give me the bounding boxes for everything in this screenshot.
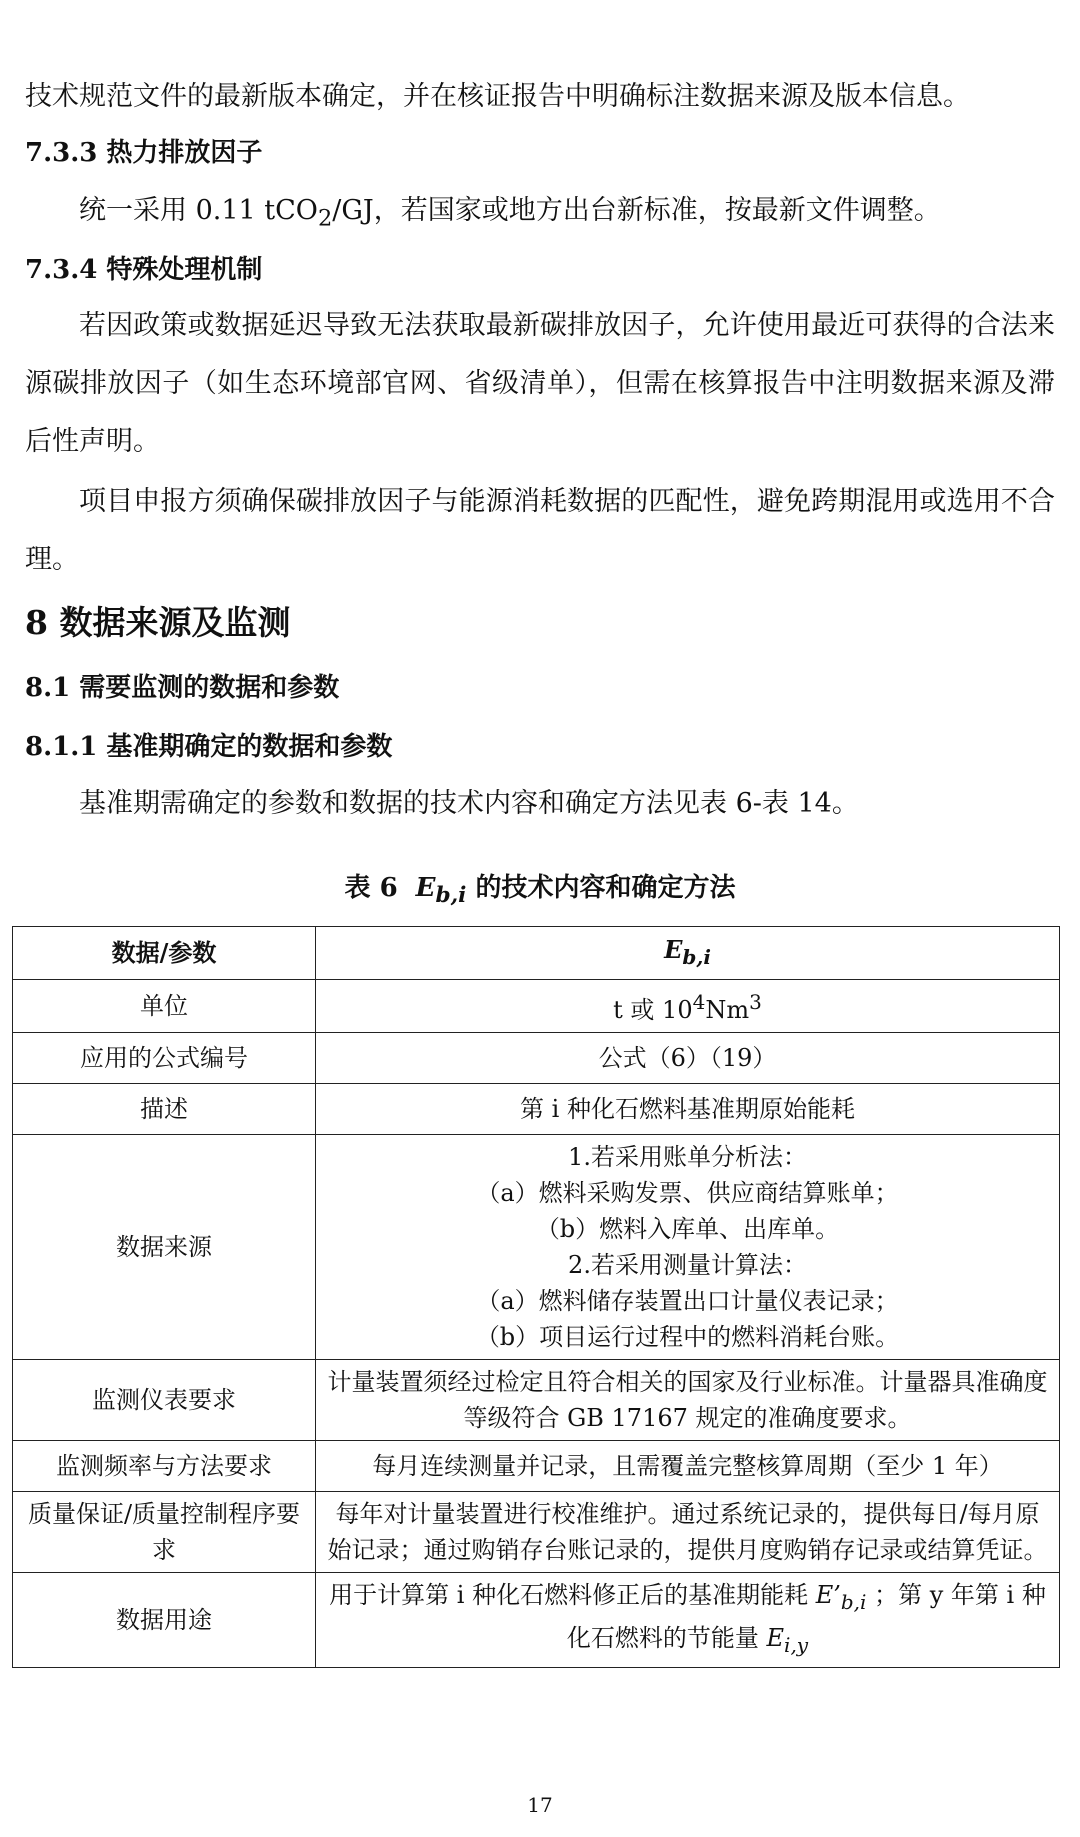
usage-sym1-sub: b,i xyxy=(840,1589,867,1614)
qaqc-key-cell: 质量保证/质量控制程序要求 xyxy=(13,1492,316,1573)
unit-sup1: 4 xyxy=(692,990,706,1014)
table-row xyxy=(13,1084,1060,1135)
usage-sym1: E’ xyxy=(815,1581,841,1609)
qaqc-value-cell: 每年对计量装置进行校准维护。通过系统记录的，提供每日/每月原始记录；通过购销存台账记录的，提供月度购销存记录或结算凭证。 xyxy=(316,1492,1060,1573)
heading-7-3-4: 7.3.4 特殊处理机制 xyxy=(25,255,263,285)
usage-sym2-sub: i,y xyxy=(784,1632,809,1657)
intro-continuation: 技术规范文件的最新版本确定，并在核证报告中明确标注数据来源及版本信息。 xyxy=(25,81,970,112)
usage-symbol-1 xyxy=(815,1581,867,1614)
symbol-sub: b,i xyxy=(435,883,467,909)
frequency-key-cell: 监测频率与方法要求 xyxy=(13,1441,316,1492)
table-row xyxy=(13,1573,1060,1668)
unit-b: Nm xyxy=(705,996,750,1024)
table-row xyxy=(13,1360,1060,1441)
source-line: （b）燃料入库单、出库单。 xyxy=(535,1215,840,1243)
usage-text-b: ；第 y 年第 i 种化石燃料的节能量 xyxy=(566,1581,1046,1652)
table-6-label: 表 6 xyxy=(344,873,398,903)
source-line: （a）燃料储存装置出口计量仪表记录； xyxy=(476,1287,899,1315)
usage-value-cell xyxy=(316,1573,1060,1668)
header-symbol-cell xyxy=(316,927,1060,980)
desc-value-cell: 第 i 种化石燃料基准期原始能耗 xyxy=(316,1084,1060,1135)
table-row xyxy=(13,1492,1060,1573)
header-symbol-sub: b,i xyxy=(682,944,711,969)
usage-symbol-2 xyxy=(766,1623,809,1657)
table-row xyxy=(13,1441,1060,1492)
table-row xyxy=(13,1135,1060,1360)
heading-8: 8 数据来源及监测 xyxy=(25,603,291,642)
formula-key-cell: 应用的公式编号 xyxy=(13,1033,316,1084)
source-line: （a）燃料采购发票、供应商结算账单； xyxy=(476,1179,899,1207)
header-symbol: E xyxy=(664,934,683,964)
table-row xyxy=(13,927,1060,980)
table-6 xyxy=(12,926,1060,1668)
unit-value-cell xyxy=(316,980,1060,1033)
source-line: 1.若采用账单分析法： xyxy=(568,1143,807,1171)
unit-a: t 或 10 xyxy=(613,996,693,1024)
text-7-3-3-b: /GJ，若国家或地方出台新标准，按最新文件调整。 xyxy=(332,195,941,226)
source-key-cell: 数据来源 xyxy=(13,1135,316,1360)
heading-7-3-3: 7.3.3 热力排放因子 xyxy=(25,138,263,168)
source-value-cell xyxy=(316,1135,1060,1360)
usage-sym2: E xyxy=(766,1623,785,1652)
table-6-symbol xyxy=(415,873,467,909)
paragraph-7-3-4-2: 项目申报方须确保碳排放因子与能源消耗数据的匹配性，避免跨期混用或选用不合理。 xyxy=(25,486,1055,575)
page-number: 17 xyxy=(527,1793,553,1817)
desc-key-cell: 描述 xyxy=(13,1084,316,1135)
formula-value-cell: 公式（6）（19） xyxy=(316,1033,1060,1084)
instrument-value-cell: 计量装置须经过检定且符合相关的国家及行业标准。计量器具准确度等级符合 GB 17167 规定的准确度要求。 xyxy=(316,1360,1060,1441)
header-key-cell: 数据/参数 xyxy=(13,927,316,980)
heading-8-1: 8.1 需要监测的数据和参数 xyxy=(25,673,340,703)
frequency-value-cell: 每月连续测量并记录，且需覆盖完整核算周期（至少 1 年） xyxy=(316,1441,1060,1492)
heading-8-1-1: 8.1.1 基准期确定的数据和参数 xyxy=(25,732,393,762)
table-row xyxy=(13,980,1060,1033)
paragraph-7-3-3 xyxy=(25,182,1055,247)
paragraph-7-3-4-1: 若因政策或数据延迟导致无法获取最新碳排放因子，允许使用最近可获得的合法来源碳排放因子（如生态环境部官网、省级清单），但需在核算报告中注明数据来源及滞后性声明。 xyxy=(25,310,1055,457)
unit-sup2: 3 xyxy=(749,990,762,1014)
unit-key-cell: 单位 xyxy=(13,980,316,1033)
co2-subscript: 2 xyxy=(317,205,333,232)
table-6-title: 的技术内容和确定方法 xyxy=(466,873,736,903)
source-line: （b）项目运行过程中的燃料消耗台账。 xyxy=(475,1323,900,1351)
usage-key-cell: 数据用途 xyxy=(13,1573,316,1668)
symbol-e: E xyxy=(415,873,436,903)
paragraph-8-1-1: 基准期需确定的参数和数据的技术内容和确定方法见表 6-表 14。 xyxy=(79,788,859,819)
source-line: 2.若采用测量计算法： xyxy=(568,1251,807,1279)
table-row xyxy=(13,1033,1060,1084)
table-6-caption xyxy=(0,868,1080,916)
usage-text-a: 用于计算第 i 种化石燃料修正后的基准期能耗 xyxy=(329,1581,816,1609)
text-7-3-3-a: 统一采用 0.11 tCO xyxy=(79,195,318,226)
instrument-key-cell: 监测仪表要求 xyxy=(13,1360,316,1441)
